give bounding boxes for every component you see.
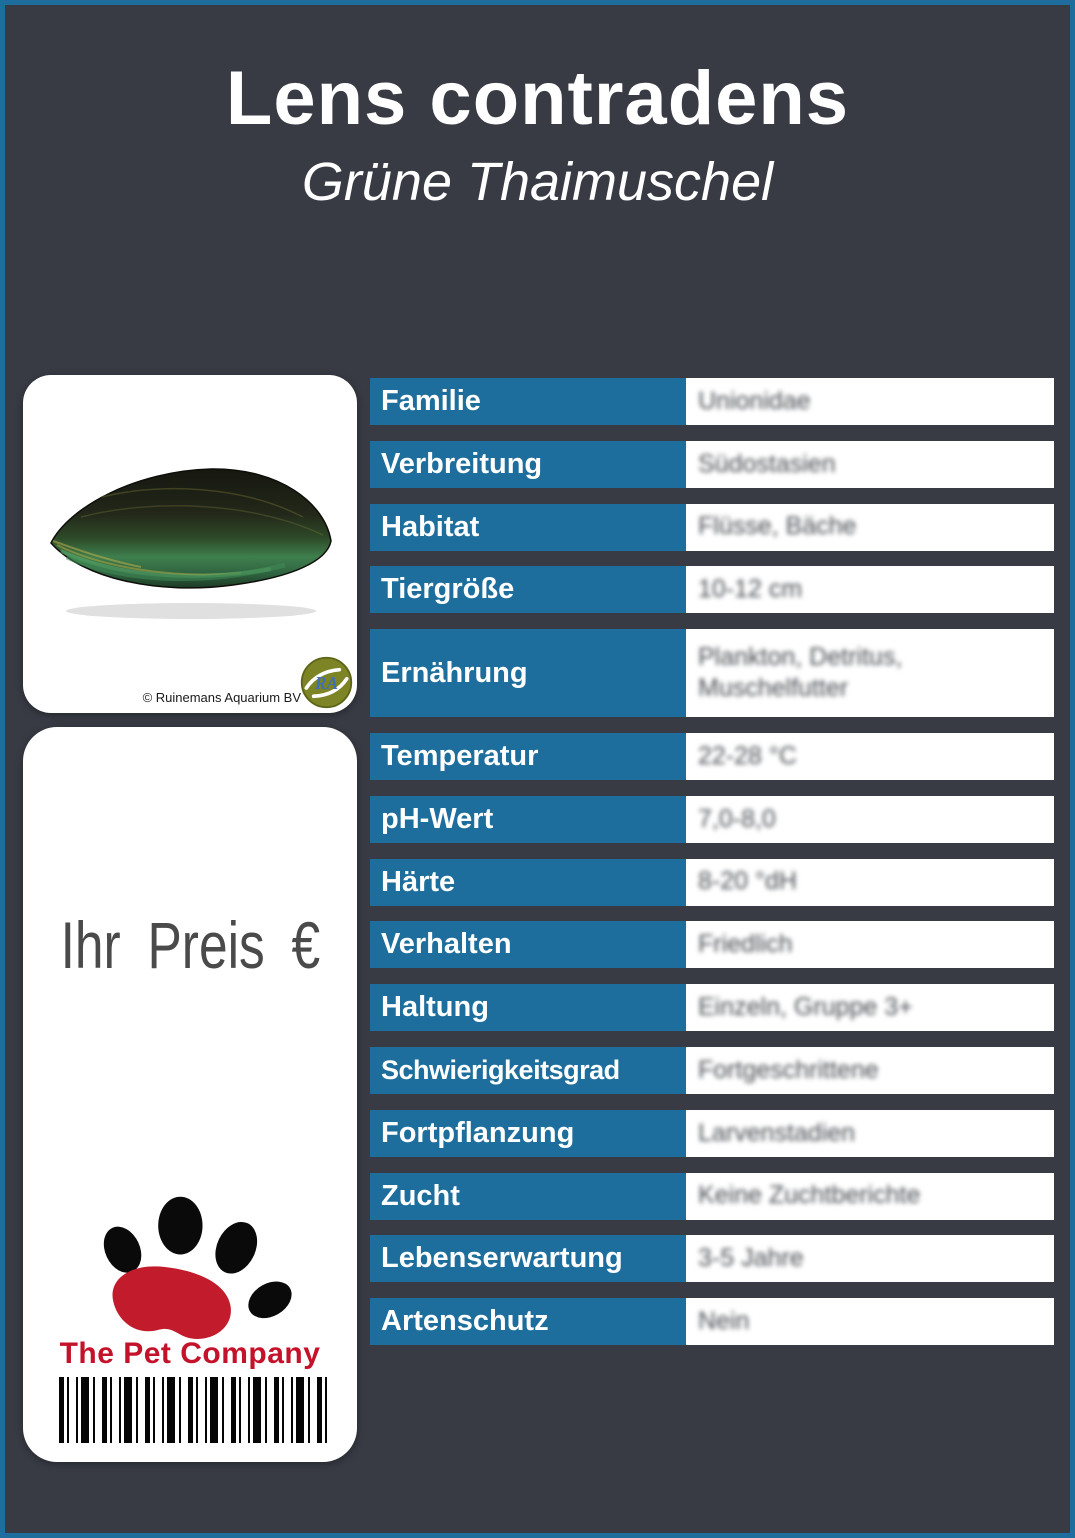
row-value: Flüsse, Bäche: [686, 504, 1054, 551]
table-row-haerte: [370, 859, 1054, 906]
table-row-tiergroesse: [370, 566, 1054, 613]
table-row-haltung: [370, 984, 1054, 1031]
row-value: 7,0-8,0: [686, 796, 1054, 843]
row-label: Härte: [370, 859, 686, 906]
table-row-familie: [370, 378, 1054, 425]
spec-table: [370, 378, 1054, 1361]
table-row-ph-wert: [370, 796, 1054, 843]
row-label: Fortpflanzung: [370, 1110, 686, 1157]
pet-company-paw-icon: [84, 1195, 296, 1341]
mussel-photo: [41, 447, 339, 627]
table-row-habitat: [370, 504, 1054, 551]
row-value: Südostasien: [686, 441, 1054, 488]
price-card: [23, 727, 357, 1462]
row-value: 8-20 °dH: [686, 859, 1054, 906]
row-label: Haltung: [370, 984, 686, 1031]
species-common-name: Grüne Thaimuschel: [301, 152, 774, 213]
row-value: Keine Zuchtberichte: [686, 1173, 1054, 1220]
row-label: Schwierigkeitsgrad: [370, 1047, 686, 1094]
table-row-ernaehrung: [370, 629, 1054, 717]
row-label: Artenschutz: [370, 1298, 686, 1345]
row-value: Nein: [686, 1298, 1054, 1345]
ruinemans-aquarium-logo-icon: [299, 655, 354, 710]
barcode: [59, 1377, 329, 1443]
row-value: Friedlich: [686, 921, 1054, 968]
row-label: Tiergröße: [370, 566, 686, 613]
pet-company-brand: The Pet Company: [59, 1337, 321, 1370]
table-row-verhalten: [370, 921, 1054, 968]
row-value: Unionidae: [686, 378, 1054, 425]
row-value: 10-12 cm: [686, 566, 1054, 613]
table-row-schwierigkeitsgrad: [370, 1047, 1054, 1094]
table-row-lebenserwartung: [370, 1235, 1054, 1282]
table-row-artenschutz: [370, 1298, 1054, 1345]
header: [5, 53, 1070, 215]
row-value: Plankton, Detritus, Muschelfutter: [686, 629, 1054, 717]
row-label: Lebenserwartung: [370, 1235, 686, 1282]
photo-card: [23, 375, 357, 713]
row-label: pH-Wert: [370, 796, 686, 843]
price-label: Ihr Preis €: [60, 908, 320, 982]
table-row-zucht: [370, 1173, 1054, 1220]
svg-text:RA: RA: [314, 672, 339, 693]
row-value: 22-28 °C: [686, 733, 1054, 780]
row-label: Verhalten: [370, 921, 686, 968]
table-row-temperatur: [370, 733, 1054, 780]
photo-credit: © Ruinemans Aquarium BV: [142, 690, 301, 705]
row-label: Habitat: [370, 504, 686, 551]
row-value: Larvenstadien: [686, 1110, 1054, 1157]
row-label: Ernährung: [370, 629, 686, 717]
row-label: Verbreitung: [370, 441, 686, 488]
row-label: Temperatur: [370, 733, 686, 780]
species-latin-name: Lens contradens: [225, 56, 850, 141]
row-label: Zucht: [370, 1173, 686, 1220]
table-row-verbreitung: [370, 441, 1054, 488]
row-value: Fortgeschrittene: [686, 1047, 1054, 1094]
row-value: Einzeln, Gruppe 3+: [686, 984, 1054, 1031]
row-label: Familie: [370, 378, 686, 425]
row-value: 3-5 Jahre: [686, 1235, 1054, 1282]
table-row-fortpflanzung: [370, 1110, 1054, 1157]
mussel-illustration: [41, 447, 339, 627]
